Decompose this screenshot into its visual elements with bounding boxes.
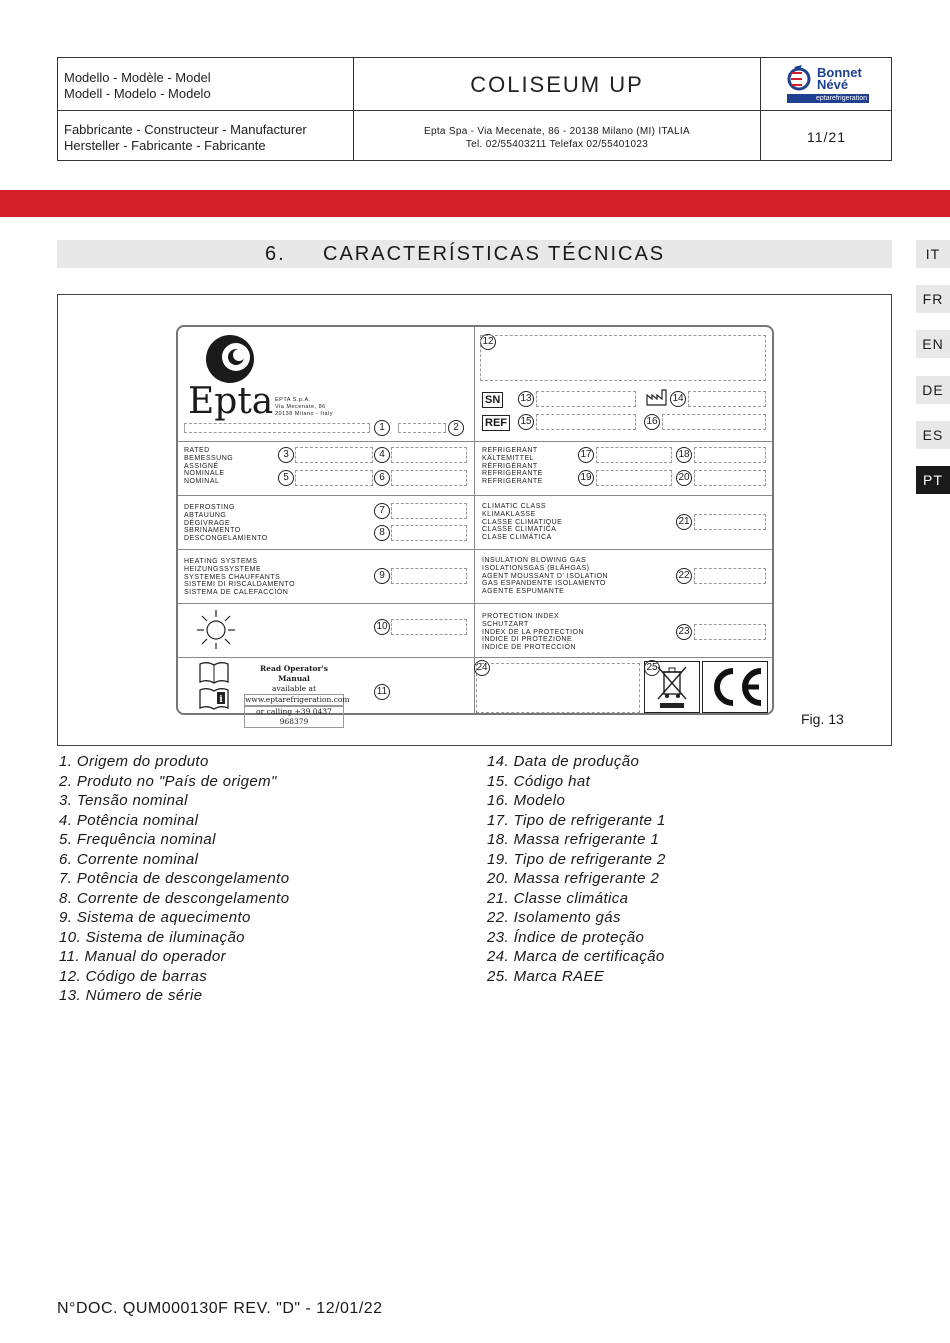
weee-mark — [644, 661, 700, 713]
lang-tab-it[interactable]: IT — [916, 240, 950, 268]
marker-22: 22 — [676, 568, 692, 584]
barcode-area — [480, 335, 766, 381]
marker-23: 23 — [676, 624, 692, 640]
legend-left — [59, 752, 290, 1006]
legend-item: 9. Sistema de aquecimento — [59, 909, 251, 926]
certification-area — [476, 663, 640, 713]
svg-text:i: i — [219, 695, 223, 705]
lang-tab-de[interactable]: DE — [916, 376, 950, 404]
marker-5: 5 — [278, 470, 294, 486]
insulation-labels: INSULATION BLOWING GAS ISOLATIONSGAS (BLÄHGAS) AGENT MOUSSANT D' ISOLATION GAS ESPANDENTE ISOLAMENTO AGENTE ESPUMANTE — [482, 557, 609, 596]
legend-item: 20. Massa refrigerante 2 — [487, 870, 660, 887]
legend-item: 16. Modelo — [487, 792, 566, 809]
marker-9: 9 — [374, 568, 390, 584]
model-label: Modello - Modèle - Model Modell - Modelo - Modelo — [64, 70, 211, 101]
legend-item: 5. Frequência nominal — [59, 831, 216, 848]
page-number: 11/21 — [807, 129, 846, 145]
marker-18: 18 — [676, 447, 692, 463]
ref-label: REF — [482, 415, 510, 431]
legend-item: 10. Sistema de iluminação — [59, 928, 245, 946]
legend-item: 1. Origem do produto — [59, 753, 209, 770]
heating-labels: HEATING SYSTEMS HEIZUNGSSYSTEME SYSTEMES CHAUFFANTS SISTEMI DI RISCALDAMENTO SISTEMA DE CALEFACCIÓN — [184, 558, 296, 597]
marker-25: 25 — [644, 660, 660, 676]
manual-text: Read Operator's Manual available at www.eptarefrigeration.com or calling +39 0437 968379 — [245, 664, 350, 726]
epta-address: EPTA S.p.A. Via Mecenate, 86 20138 Milano - Italy — [275, 397, 333, 417]
legend-item: 22. Isolamento gás — [487, 909, 621, 926]
manual-book-icon — [198, 660, 230, 712]
legend-item: 2. Produto no "País de origem" — [59, 772, 277, 790]
epta-logo-icon — [204, 333, 260, 385]
legend-item: 15. Código hat — [487, 772, 591, 790]
marker-2: 2 — [448, 420, 464, 436]
legend-item: 21. Classe climática — [487, 889, 629, 907]
lighting-sun-icon — [196, 608, 236, 650]
marker-13: 13 — [518, 391, 534, 407]
climatic-labels: CLIMATIC CLASS KLIMAKLASSE CLASSE CLIMATIQUE CLASSE CLIMATICA CLASE CLIMÁTICA — [482, 503, 563, 542]
marker-19: 19 — [578, 470, 594, 486]
lang-tab-pt[interactable]: PT — [916, 466, 950, 494]
model-name: COLISEUM UP — [470, 72, 644, 97]
legend-item: 6. Corrente nominal — [59, 850, 199, 868]
manufacturer-address: Epta Spa - Via Mecenate, 86 - 20138 Milano (MI) ITALIA Tel. 02/55403211 Telefax 02/55401023 — [424, 126, 690, 150]
legend-item: 23. Índice de proteção — [487, 928, 645, 946]
rating-plate — [176, 325, 774, 726]
defrosting-labels: DEFROSTING ABTAUUNG DÉGIVRAGE SBRINAMENTO DESCONGELAMIENTO — [184, 504, 268, 543]
lang-tab-es[interactable]: ES — [916, 421, 950, 449]
refrigerant-labels: REFRIGERANT KÄLTEMITTEL RÉFRIGÉRANT REFRIGERANTE REFRIGERANTE — [482, 447, 543, 486]
marker-7: 7 — [374, 503, 390, 519]
legend-item: 3. Tensão nominal — [59, 792, 188, 809]
marker-12: 12 — [480, 334, 496, 350]
weee-bin-icon — [645, 662, 699, 712]
lang-tab-en[interactable]: EN — [916, 330, 950, 358]
marker-6: 6 — [374, 470, 390, 486]
document-footer: N°DOC. QUM000130F REV. "D" - 12/01/22 — [57, 1300, 383, 1317]
protection-labels: PROTECTION INDEX SCHUTZART INDEX DE LA PROTECTION INDICE DI PROTEZIONE ÍNDICE DE PROTECCIÓN — [482, 613, 585, 652]
brand-logo: Bonnet Névé eptarefrigeration — [761, 58, 892, 110]
legend-item: 4. Potência nominal — [59, 811, 199, 829]
legend-item: 11. Manual do operador — [59, 948, 226, 965]
legend-item: 17. Tipo de refrigerante 1 — [487, 811, 666, 829]
figure-frame — [57, 294, 892, 746]
marker-4: 4 — [374, 447, 390, 463]
section-heading: 6. CARACTERÍSTICAS TÉCNICAS — [57, 240, 892, 268]
marker-8: 8 — [374, 525, 390, 541]
manufacturer-label: Fabbricante - Constructeur - Manufacturer Hersteller - Fabricante - Fabricante — [64, 122, 307, 153]
legend-item: 19. Tipo de refrigerante 2 — [487, 850, 666, 868]
marker-10: 10 — [374, 619, 390, 635]
red-banner — [0, 190, 950, 217]
legend-item: 13. Número de série — [59, 987, 203, 1004]
legend-item: 24. Marca de certificação — [487, 948, 665, 965]
lang-tab-fr[interactable]: FR — [916, 285, 950, 313]
marker-17: 17 — [578, 447, 594, 463]
document-header — [57, 57, 892, 161]
ce-mark — [702, 661, 768, 713]
epta-brand: Epta — [188, 381, 274, 422]
legend-item: 7. Potência de descongelamento — [59, 870, 290, 887]
marker-1: 1 — [374, 420, 390, 436]
figure-caption: Fig. 13 — [801, 711, 844, 727]
sn-label: SN — [482, 392, 503, 408]
marker-24: 24 — [474, 660, 490, 676]
legend-right — [487, 752, 666, 986]
marker-20: 20 — [676, 470, 692, 486]
legend-item: 8. Corrente de descongelamento — [59, 889, 290, 907]
rated-labels: RATED BEMESSUNG ASSIGNÉ NOMINALE NOMINAL — [184, 447, 234, 486]
marker-16: 16 — [644, 414, 660, 430]
ce-mark-icon — [703, 662, 767, 712]
marker-21: 21 — [676, 514, 692, 530]
legend-item: 18. Massa refrigerante 1 — [487, 831, 660, 848]
legend-item: 25. Marca RAEE — [487, 967, 605, 985]
legend-item: 14. Data de produção — [487, 753, 640, 770]
marker-11: 11 — [374, 684, 390, 700]
production-date-factory-icon — [646, 388, 668, 406]
marker-14: 14 — [670, 391, 686, 407]
marker-15: 15 — [518, 414, 534, 430]
marker-3: 3 — [278, 447, 294, 463]
legend-item: 12. Código de barras — [59, 967, 208, 985]
